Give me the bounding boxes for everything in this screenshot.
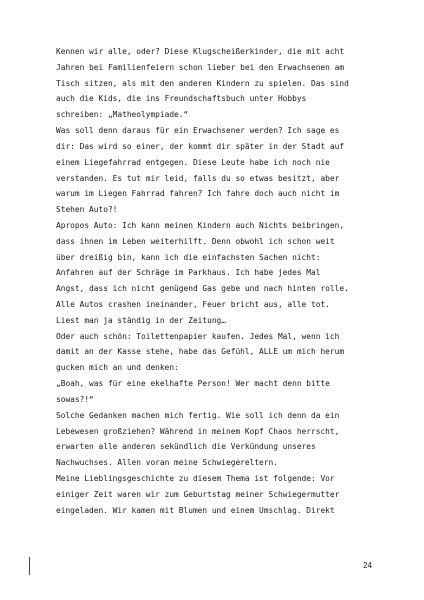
text-line: Stehen Auto?! [56, 205, 118, 215]
text-line: über dreißig bin, kann ich die einfachsten Sachen nicht: [56, 252, 321, 262]
text-line: dir: Das wird so einer, der kommt dir später in der Stadt auf [56, 141, 345, 151]
text-line: Liest man ja ständig in der Zeitung… [56, 315, 227, 325]
text-line: Alle Autos crashen ineinander, Feuer bricht aus, alle tot. [56, 300, 330, 309]
text-line: einem Liegefahrrad entgegen. Diese Leute habe ich noch nie [56, 157, 330, 167]
margin-bar [29, 557, 30, 575]
text-line: Apropos Auto: Ich kann meinen Kindern auch Nichts beibringen, [56, 220, 345, 230]
text-line: Anfahren auf der Schräge im Parkhaus. Ich habe jedes Mal [56, 268, 321, 278]
text-line: schreiben: „Matheolympiade.“ [56, 110, 189, 120]
text-line: Solche Gedanken machen mich fertig. Wie soll ich denn da ein [56, 410, 340, 420]
body-text [56, 44, 376, 518]
text-line: warum im Liegen Fahrrad fahren? Ich fahre doch auch nicht im [56, 189, 340, 199]
text-line: dass ihnen im Leben weiterhilft. Denn obwohl ich schon weit [56, 236, 335, 246]
text-line: Oder auch schön: Toilettenpapier kaufen. Jedes Mal, wenn ich [56, 331, 340, 341]
text-line: „Boah, was für eine ekelhafte Person! Wer macht denn bitte [56, 379, 330, 389]
text-line: Was soll denn daraus für ein Erwachsener werden? Ich sage es [56, 126, 340, 136]
text-line: Angst, dass ich nicht genügend Gas gebe und nach hinten rolle. [56, 284, 349, 294]
text-line: Lebewesen großziehen? Während in meinem Kopf Chaos herrscht, [56, 426, 340, 436]
text-line: Jahren bei Familienfeiern schon lieber bei den Erwachsenen am [56, 62, 345, 72]
text-line: sowas?!“ [56, 394, 94, 404]
text-line: Nachwuchses. Allen voran meine Schwiegereltern. [56, 458, 278, 468]
page-number: 24 [363, 561, 372, 570]
text-line: auch die Kids, die ins Freundschaftsbuch unter Hobbys [56, 94, 307, 104]
text-line: einiger Zeit waren wir zum Geburtstag meiner Schwiegermutter [56, 489, 340, 499]
text-line: Tisch sitzen, als mit den anderen Kindern zu spielen. Das sind [56, 78, 349, 88]
text-line: eingeladen. Wir kamen mit Blumen und einem Umschlag. Direkt [56, 505, 335, 515]
text-line: gucken mich an und denken: [56, 363, 179, 373]
text-line: damit an der Kasse stehe, habe das Gefühl, ALLE um mich herum [56, 347, 345, 357]
text-line: erwarten alle anderen sekündlich die Verkündung unseres [56, 442, 316, 452]
text-line: Meine Lieblingsgeschichte zu diesem Thema ist folgende: Vor [56, 473, 335, 483]
text-line: Kennen wir alle, oder? Diese Klugscheißerkinder, die mit acht [56, 47, 345, 56]
text-line: verstanden. Es tut mir leid, falls du so etwas besitzt, aber [56, 173, 340, 183]
